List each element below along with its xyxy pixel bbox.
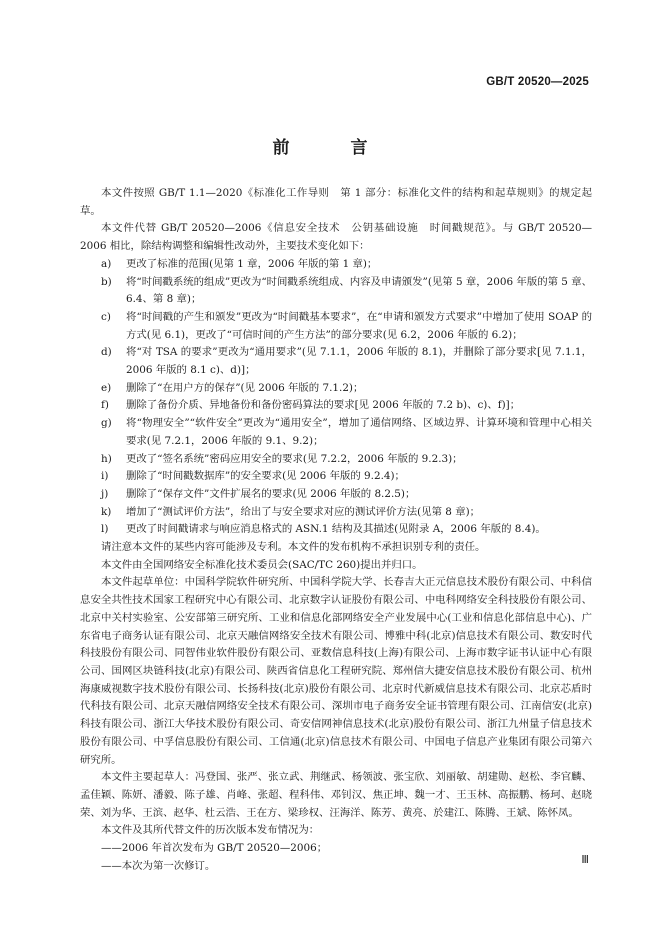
list-item-text: 删除了“在用户方的保存”(见 2006 年版的 7.1.2)； [126, 381, 364, 394]
list-marker: h) [101, 452, 112, 465]
paragraph-drafting-rules: 本文件按照 GB/T 1.1—2020《标准化工作导则 第 1 部分：标准化文件的结构和起草规则》的规定起草。 [80, 187, 592, 217]
list-marker: k) [101, 505, 112, 518]
history-item: ——本次为第一次修订。 [101, 859, 216, 872]
page-number: Ⅲ [581, 854, 589, 866]
paragraph-patent-notice: 请注意本文件的某些内容可能涉及专利。本文件的发布机构不承担识别专利的责任。 [101, 541, 486, 554]
list-marker: d) [101, 346, 112, 359]
standard-code: GB/T 20520—2025 [486, 76, 589, 88]
list-item [80, 451, 592, 469]
paragraph-drafting-organizations: 本文件起草单位：中国科学院软件研究所、中国科学院大学、长春吉大正元信息技术股份有限公司、中科信息安全共性技术国家工程研究中心有限公司、北京数字认证股份有限公司、中电科网络安全科技股份有限公司、北京中关村实验室、公安部第三研究所、工业和信息化部网络安全产业发展中心(工业和信息化部信息中心)、广东省电子商务认证有限公司、北京天融信网络安全技术有限公司、博雅中科(北京)信息技术有限公司、数安时代科技股份有限公司、同智伟业软件股份有限公司、亚数信息科技(上海)有限公司、上海市数字证书认证中心有限公司、国网区块链科技(北京)有限公司、陕西省信息化工程研究院、郑州信大捷安信息技术股份有限公司、杭州海康威视数字技术股份有限公司、长扬科技(北京)股份有限公司、北京时代新威信息技术有限公司、北京芯盾时代科技有限公司、北京天融信网络安全技术有限公司、深圳市电子商务安全证书管理有限公司、江南信安(北京)科技有限公司、浙江大华技术股份有限公司、奇安信网神信息技术(北京)股份有限公司、浙江九州量子信息技术股份有限公司、中孚信息股份有限公司、工信通(北京)信息技术有限公司、中国电子信息产业集团有限公司第六研究所。 [80, 576, 592, 766]
list-item-text: 删除了“时间戳数据库”的安全要求(见 2006 年版的 9.2.4)； [126, 470, 405, 483]
list-item-text: 更改了时间戳请求与响应消息格式的 ASN.1 结构及其描述(见附录 A，2006 年版的 8.4)。 [126, 523, 546, 536]
list-item-text: 将“时间戳的产生和颁发”更改为“时间戳基本要求”，在“申请和颁发方式要求”中增加了使用 SOAP 的方式(见 6.1)，更改了“可信时间的产生方法”的部分要求(见 6.2，2006 年版的 6.2)； [126, 310, 592, 341]
list-item [80, 274, 592, 309]
list-item-text: 将“时间戳系统的组成”更改为“时间戳系统组成、内容及申请颁发”(见第 5 章，2006 年版的第 5 章、6.4、第 8 章)； [126, 275, 592, 306]
list-item [80, 397, 592, 415]
list-marker: f) [101, 399, 109, 412]
list-item-text: 将“物理安全”“软件安全”更改为“通用安全”，增加了通信网络、区域边界、计算环境和管理中心相关要求(见 7.2.1，2006 年版的 9.1、9.2)； [126, 417, 592, 447]
list-marker: j) [101, 487, 109, 500]
list-item [80, 415, 592, 450]
paragraph-replacement: 本文件代替 GB/T 20520—2006《信息安全技术 公钥基础设施 时间戳规范》。与 GB/T 20520—2006 相比，除结构调整和编辑性改动外，主要技术变化如下： [80, 222, 592, 253]
list-marker: i) [101, 470, 109, 483]
list-marker: l) [101, 523, 109, 536]
list-item-text: 删除了备份介质、异地备份和备份密码算法的要求[见 2006 年版的 7.2 b)、c)、f)]； [126, 399, 521, 412]
list-item-text: 增加了“测试评价方法”，给出了与安全要求对应的测试评价方法(见第 8 章)； [126, 505, 481, 518]
list-item [80, 521, 592, 539]
list-item-text: 删除了“保存文件”文件扩展名的要求(见 2006 年版的 8.2.5)； [126, 487, 416, 500]
foreword-body [80, 185, 592, 875]
list-item [80, 344, 592, 379]
list-marker: g) [101, 417, 112, 430]
paragraph-drafters: 本文件主要起草人：冯登国、张严、张立武、荆继武、杨领波、张宝欣、刘丽敏、胡建勋、赵松、李官麟、孟佳颖、陈妍、潘毅、陈子雄、肖峰、张超、程科伟、邓钊汉、焦正坤、魏一才、王玉林、高振鹏、杨珂、赵晓荣、刘为华、王滨、赵华、杜云浩、王在方、梁珍权、汪海洋、陈芳、黄亮、於建江、陈腾、王斌、陈怀凤。 [80, 771, 592, 819]
list-item [80, 504, 592, 522]
paragraph-committee: 本文件由全国网络安全标准化技术委员会(SAC/TC 260)提出并归口。 [101, 558, 423, 571]
page-title: 前 言 [272, 138, 390, 158]
list-marker: c) [101, 310, 111, 323]
changes-list [80, 256, 592, 539]
list-marker: b) [101, 275, 112, 288]
list-item [80, 380, 592, 398]
history-item: ——2006 年首次发布为 GB/T 20520—2006； [101, 842, 328, 855]
list-item-text: 将“对 TSA 的要求”更改为“通用要求”(见 7.1.1，2006 年版的 8.1)，并删除了部分要求[见 7.1.1，2006 年版的 8.1 c)、d)]； [126, 346, 592, 377]
list-marker: a) [101, 257, 112, 270]
list-marker: e) [101, 381, 112, 394]
list-item [80, 256, 592, 274]
list-item [80, 468, 592, 486]
list-item-text: 更改了“签名系统”密码应用安全的要求(见 7.2.2，2006 年版的 9.2.3)； [126, 452, 463, 465]
list-item [80, 486, 592, 504]
list-item [80, 309, 592, 344]
paragraph-history-intro: 本文件及其所代替文件的历次版本发布情况为： [101, 824, 320, 837]
list-item-text: 更改了标准的范围(见第 1 章，2006 年版的第 1 章)； [126, 257, 378, 270]
